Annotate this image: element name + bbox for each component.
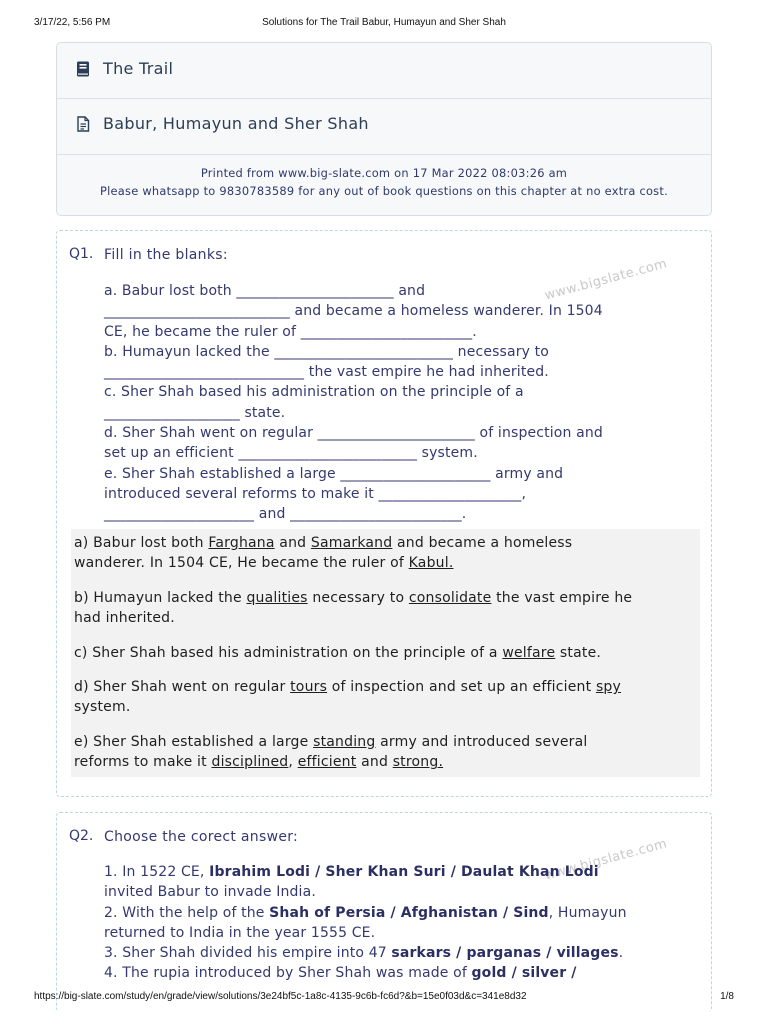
answer-word: disciplined xyxy=(211,754,289,771)
question-text xyxy=(104,862,699,984)
print-footer xyxy=(34,991,734,1005)
answer-b: b) Humayun lacked the qualities necessary to consolidate the vast empire he had inherited. xyxy=(74,590,633,627)
question-prompt: Fill in the blanks: xyxy=(104,247,228,263)
question-line: a. Babur lost both ______________________ and xyxy=(104,283,426,299)
question-line: 1. In 1522 CE, Ibrahim Lodi / Sher Khan Suri / Daulat Khan Lodi xyxy=(104,864,599,880)
answer-e: e) Sher Shah established a large standing army and introduced several reforms to make it disciplined, efficient and strong. xyxy=(74,734,588,771)
question-1-box xyxy=(56,230,712,797)
whatsapp-line: Please whatsapp to 9830783589 for any out of book questions on this chapter at no extra cost. xyxy=(100,184,668,198)
answer-word: Farghana xyxy=(208,535,275,551)
chapter-title: Babur, Humayun and Sher Shah xyxy=(103,114,369,133)
question-line: returned to India in the year 1555 CE. xyxy=(104,924,376,941)
question-number: Q1. xyxy=(69,246,94,262)
question-2-box xyxy=(56,812,712,1012)
question-line: 3. Sher Shah divided his empire into 47 sarkars / parganas / villages. xyxy=(104,945,624,962)
answer-word: standing xyxy=(313,734,376,750)
answer-d: d) Sher Shah went on regular tours of inspection and set up an efficient spy system. xyxy=(74,679,622,716)
answer-a: a) Babur lost both Farghana and Samarkand and became a homeless wanderer. In 1504 CE, He became the ruler of Kabul. xyxy=(74,535,573,572)
watermark: www.bigslate.com xyxy=(543,836,669,884)
question-line: __________________________ and became a homeless wanderer. In 1504 xyxy=(104,303,603,320)
question-text xyxy=(104,281,699,525)
answer-box xyxy=(71,529,700,777)
chapter-row[interactable] xyxy=(57,98,711,155)
question-line: ___________________ state. xyxy=(104,404,286,421)
answer-c: c) Sher Shah based his administration on the principle of a welfare state. xyxy=(74,645,602,661)
question-line: set up an efficient _________________________ system. xyxy=(104,445,478,462)
question-line: e. Sher Shah established a large _____________________ army and xyxy=(104,465,564,482)
question-line: d. Sher Shah went on regular ______________________ of inspection and xyxy=(104,425,603,442)
chapter-header-card xyxy=(56,42,712,216)
answer-word: spy xyxy=(595,679,622,695)
page-number: 1/8 xyxy=(720,991,734,1002)
print-info xyxy=(57,164,711,200)
question-line: b. Humayun lacked the _________________________ necessary to xyxy=(104,343,549,360)
answer-word: strong. xyxy=(392,754,444,771)
question-prompt: Choose the corect answer: xyxy=(104,829,299,845)
question-line: 2. With the help of the Shah of Persia / Afghanistan / Sind, Humayun xyxy=(104,904,627,921)
question-number: Q2. xyxy=(69,828,94,844)
answer-word: consolidate xyxy=(408,590,492,606)
answer-word: tours xyxy=(290,679,328,695)
document-icon xyxy=(76,116,90,132)
answer-word: welfare xyxy=(502,645,556,661)
answer-word: qualities xyxy=(246,590,308,606)
book-icon xyxy=(76,61,90,77)
question-line: c. Sher Shah based his administration on the principle of a xyxy=(104,384,524,401)
question-line: ____________________________ the vast empire he had inherited. xyxy=(104,364,549,381)
question-line: invited Babur to invade India. xyxy=(104,884,316,901)
answer-word: efficient xyxy=(297,754,357,771)
answer-word: Samarkand xyxy=(310,535,393,551)
printed-from-line: Printed from www.big-slate.com on 17 Mar 2022 08:03:26 am xyxy=(200,166,568,180)
page-url: https://big-slate.com/study/en/grade/view/solutions/3e24bf5c-1a8c-4135-9c6b-fc6d?&b=15e0f03d&c=341e8d32 xyxy=(34,991,527,1002)
print-header xyxy=(34,17,734,31)
question-line: 4. The rupia introduced by Sher Shah was made of gold / silver / xyxy=(104,965,577,982)
question-line: _____________________ and ________________________. xyxy=(104,506,467,523)
question-line: introduced several reforms to make it ____________________, xyxy=(104,485,527,502)
answer-options: gold / silver / xyxy=(471,965,577,982)
print-doc-title: Solutions for The Trail Babur, Humayun and Sher Shah xyxy=(262,17,506,28)
book-title: The Trail xyxy=(103,59,174,78)
answer-options: Shah of Persia / Afghanistan / Sind xyxy=(269,904,549,921)
question-line: CE, he became the ruler of ________________________. xyxy=(104,323,477,340)
answer-options: sarkars / parganas / villages xyxy=(391,945,619,962)
watermark: www.bigslate.com xyxy=(543,256,669,304)
answer-word: Kabul. xyxy=(408,555,454,572)
book-row[interactable] xyxy=(57,43,711,99)
answer-options: Ibrahim Lodi / Sher Khan Suri / Daulat Khan Lodi xyxy=(209,864,599,880)
print-timestamp: 3/17/22, 5:56 PM xyxy=(34,17,111,28)
